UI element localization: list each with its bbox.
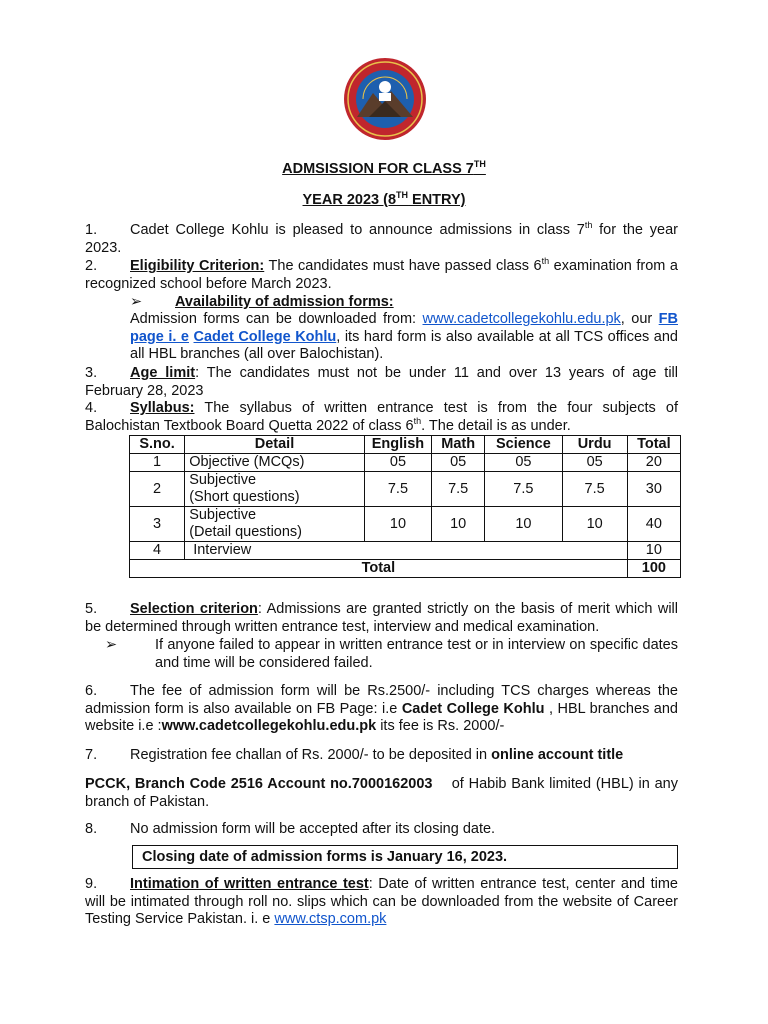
availability-heading: ➢ Availability of admission forms: — [130, 294, 394, 310]
total-label: Total — [130, 560, 628, 578]
cell-english: 7.5 — [364, 472, 431, 507]
col-science-header: Science — [485, 436, 562, 454]
ctsp-website-link[interactable]: www.ctsp.com.pk — [274, 911, 387, 927]
closing-date-box: Closing date of admission forms is January 16, 2023. — [132, 845, 678, 869]
college-crest-icon — [343, 57, 427, 141]
col-detail-header: Detail — [185, 436, 365, 454]
item-1-announcement: 1. Cadet College Kohlu is pleased to announce admissions in class 7th for the year 2023. — [85, 220, 678, 256]
cell-detail — [185, 472, 365, 507]
cell-math: 05 — [432, 454, 485, 472]
item-4-syllabus: 4. Syllabus: The syllabus of written entrance test is from the four subjects of Balochistan Textbook Board Quetta 2022 of class 6th. The detail is as under. — [85, 400, 678, 434]
cell-sno: 3 — [130, 507, 185, 542]
selection-note: ➢ If anyone failed to appear in written entrance test or in interview on specific dates and time will be considered failed. — [105, 637, 678, 671]
col-sno-header: S.no. — [130, 436, 185, 454]
fb-page-name-link[interactable]: Cadet College Kohlu — [193, 328, 337, 345]
cell-sno: 1 — [130, 454, 185, 472]
cell-math: 10 — [432, 507, 485, 542]
heading-admission: ADMSISSION FOR CLASS 7TH — [282, 159, 486, 177]
cell-detail-line1: Subjective — [189, 472, 257, 488]
col-english-header: English — [364, 436, 431, 454]
cell-math: 7.5 — [432, 472, 485, 507]
item-6-fee: 6. The fee of admission form will be Rs.2500/- including TCS charges whereas the admission form is also available on FB Page: i.e Cadet College Kohlu , HBL branches and website i.e :www.cadetcollegekohlu.edu.pk its fee is Rs. 2000/- — [85, 683, 678, 734]
heading-year: YEAR 2023 (8TH ENTRY) — [302, 190, 466, 208]
cell-detail: Objective (MCQs) — [185, 454, 365, 472]
cell-urdu: 7.5 — [562, 472, 627, 507]
cell-detail-line2: (Detail questions) — [189, 524, 303, 540]
col-urdu-header: Urdu — [562, 436, 627, 454]
cell-urdu: 05 — [562, 454, 627, 472]
item-8-closing-note: 8. No admission form will be accepted after its closing date. — [85, 821, 496, 837]
cell-total: 30 — [627, 472, 680, 507]
table-row — [130, 542, 681, 560]
item-5-selection: 5. Selection criterion: Admissions are granted strictly on the basis of merit which will be determined through written entrance test, interview and medical examination. — [85, 601, 678, 635]
col-total-header: Total — [627, 436, 680, 454]
item-2-eligibility: 2. Eligibility Criterion: The candidates must have passed class 6th examination from a recognized school before March 2023. — [85, 256, 678, 292]
syllabus-table — [129, 435, 681, 578]
table-row — [130, 472, 681, 507]
forms-availability-text: Admission forms can be downloaded from: www.cadetcollegekohlu.edu.pk, our FB page i. e Cadet College Kohlu, its hard form is also available at all TCS offices and all HBL branches (all over Balochistan). — [130, 311, 678, 362]
cell-english: 10 — [364, 507, 431, 542]
cell-total: 20 — [627, 454, 680, 472]
table-total-row — [130, 560, 681, 578]
cell-english: 05 — [364, 454, 431, 472]
item-9-intimation: 9. Intimation of written entrance test: Date of written entrance test, center and time will be intimated through roll no. slips which can be downloaded from the website of Career Testing Service Pakistan. i. e www.ctsp.com.pk — [85, 876, 678, 927]
table-row — [130, 507, 681, 542]
college-website-link[interactable]: www.cadetcollegekohlu.edu.pk — [422, 311, 621, 327]
cell-science: 05 — [485, 454, 562, 472]
grand-total: 100 — [627, 560, 680, 578]
cell-detail-line2: (Short questions) — [189, 489, 300, 505]
cell-detail-line1: Subjective — [189, 507, 257, 523]
cell-sno: 4 — [130, 542, 185, 560]
cell-detail — [185, 507, 365, 542]
cell-urdu: 10 — [562, 507, 627, 542]
col-math-header: Math — [432, 436, 485, 454]
cell-total: 10 — [627, 542, 680, 560]
fb-page-label-link[interactable]: FB page i. e — [130, 311, 678, 345]
cell-science: 10 — [485, 507, 562, 542]
cell-science: 7.5 — [485, 472, 562, 507]
cell-sno: 2 — [130, 472, 185, 507]
item-7-account: PCCK, Branch Code 2516 Account no.7000162003 of Habib Bank limited (HBL) in any branch of Pakistan. — [85, 776, 683, 810]
table-header-row — [130, 436, 681, 454]
cell-total: 40 — [627, 507, 680, 542]
cell-detail: Interview — [185, 542, 628, 560]
item-7-registration: 7. Registration fee challan of Rs. 2000/- to be deposited in online account title — [85, 747, 624, 763]
table-row — [130, 454, 681, 472]
item-3-age-limit: 3. Age limit: The candidates must not be under 11 and over 13 years of age till February 28, 2023 — [85, 365, 678, 399]
